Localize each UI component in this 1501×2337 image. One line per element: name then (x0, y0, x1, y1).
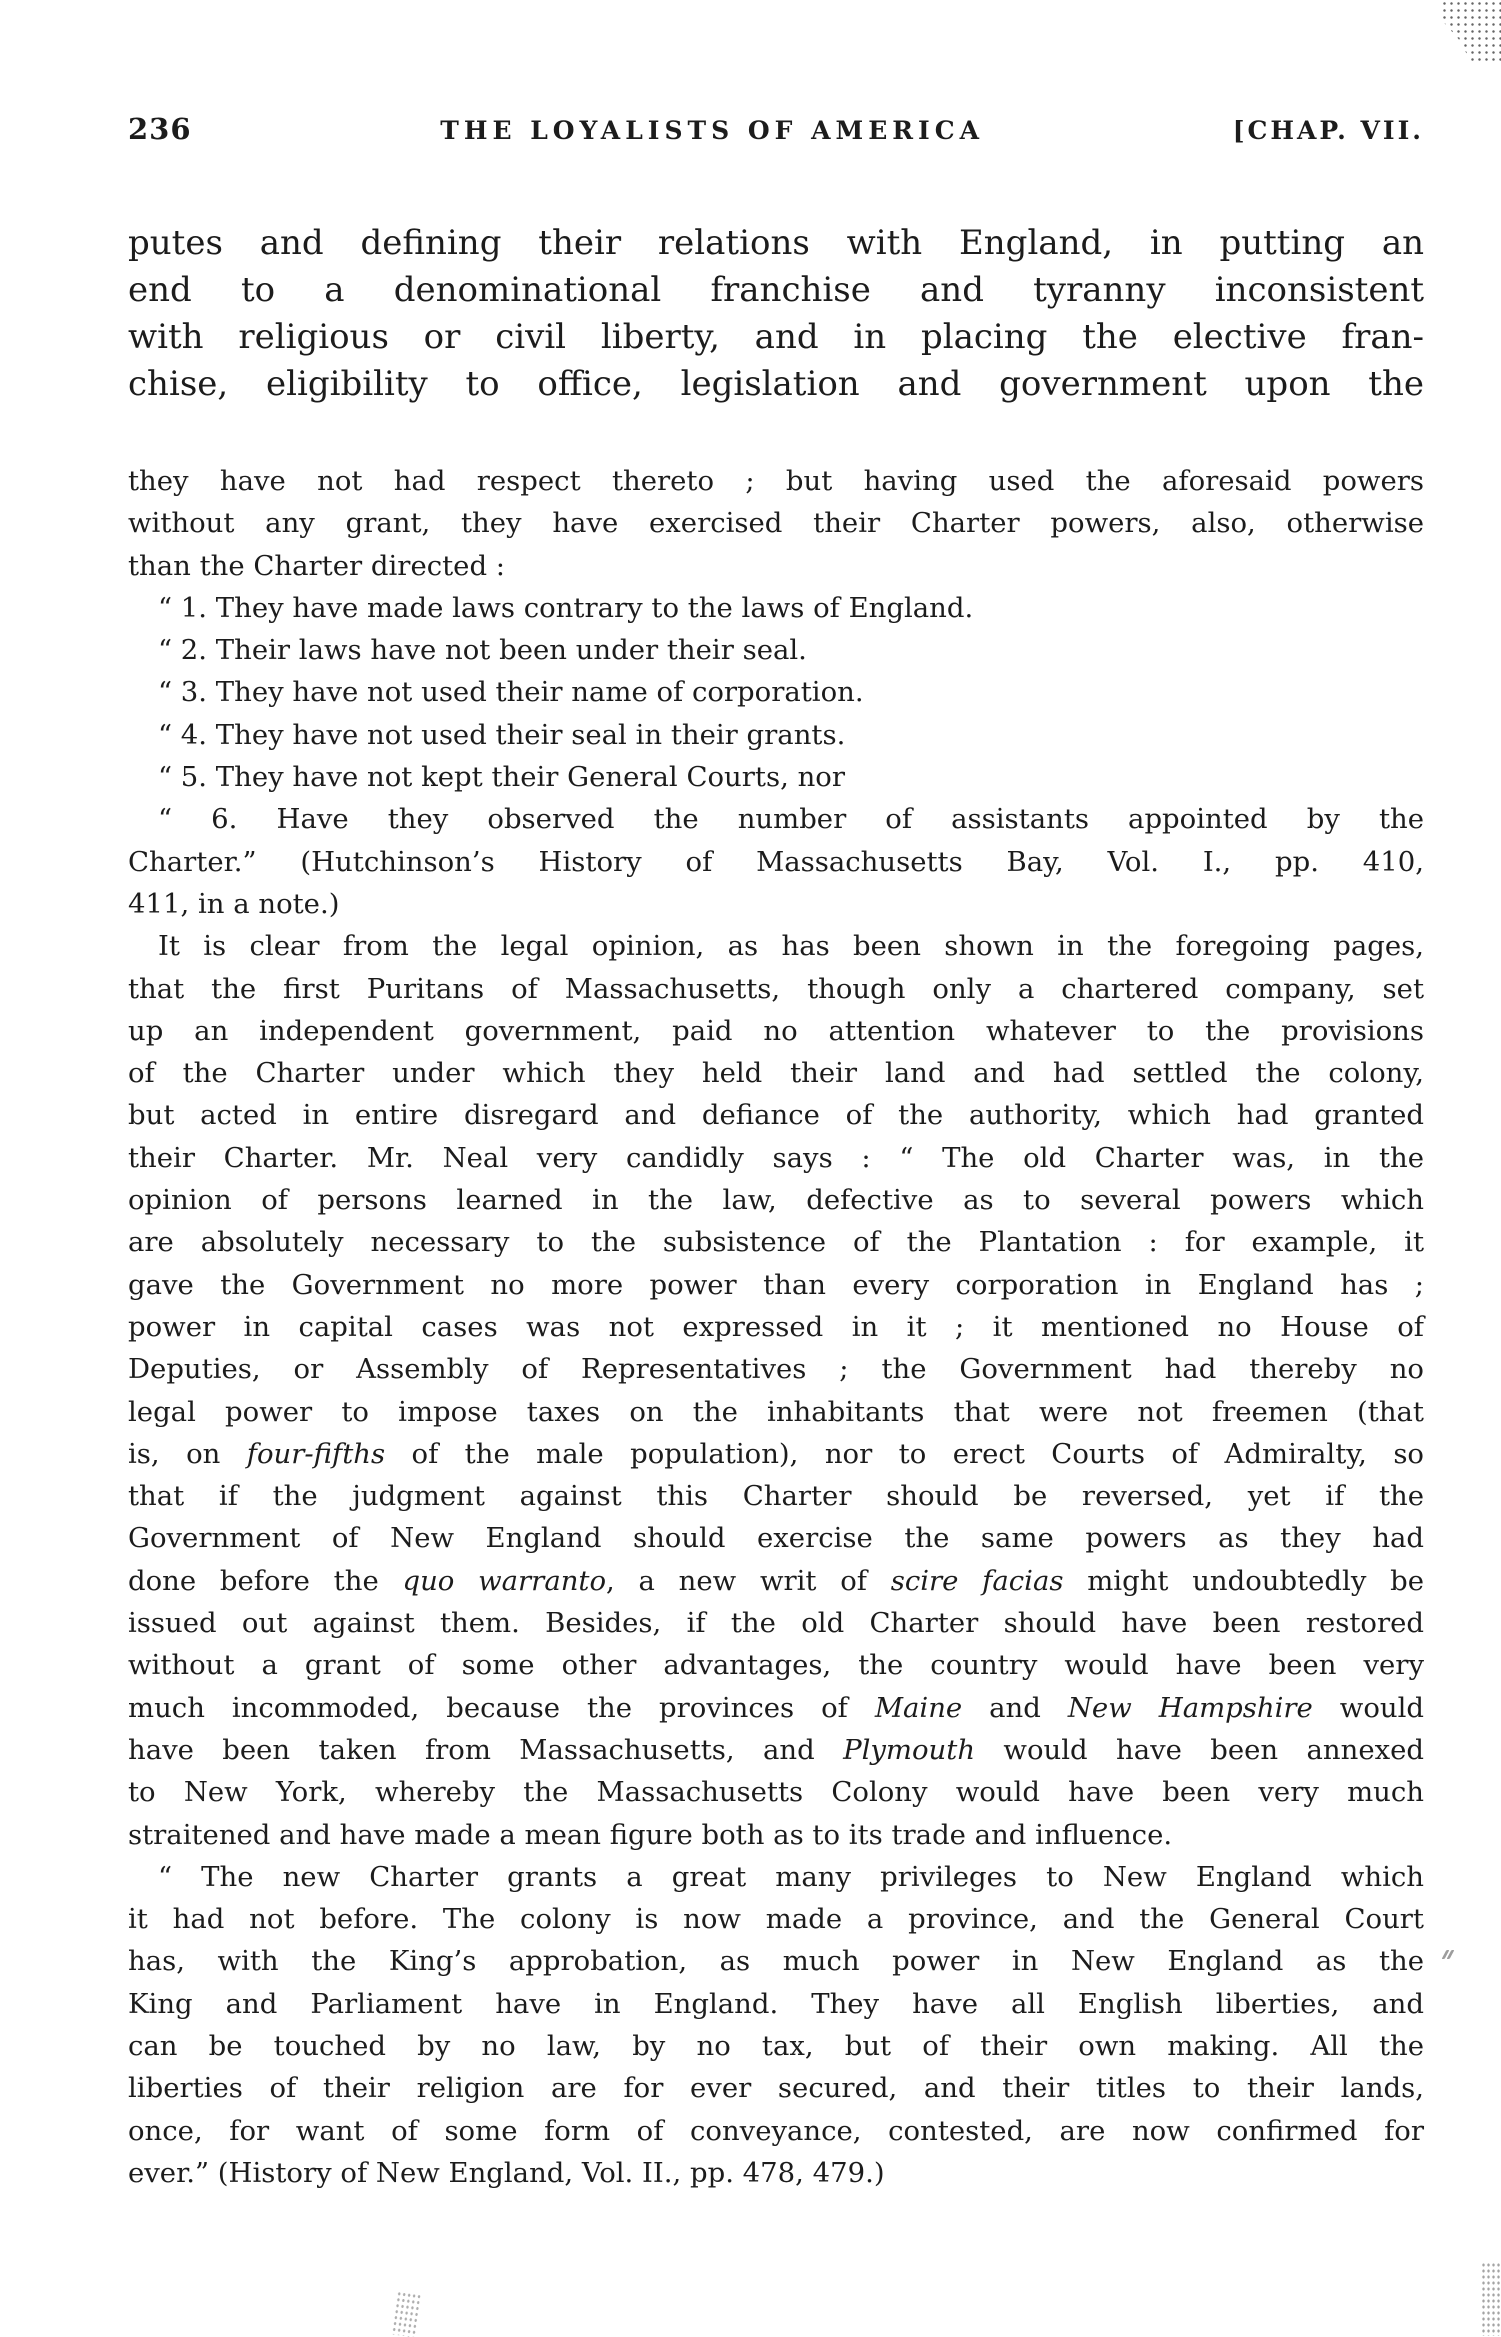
text-line: without any grant, they have exercised their Charter powers, also, otherwise (128, 507, 1424, 540)
text-line: end to a denominational franchise and tyranny inconsistent (128, 270, 1424, 310)
text-line: without a grant of some other advantages, the country would have been very (128, 1649, 1424, 1682)
text-line: but acted in entire disregard and defiance of the authority, which had granted (128, 1099, 1424, 1132)
text-line: to New York, whereby the Massachusetts Colony would have been very much (128, 1776, 1424, 1809)
text-line: gave the Government no more power than every corporation in England has ; (128, 1268, 1424, 1301)
text-line: “ 3. They have not used their name of corporation. (158, 676, 864, 709)
main-text (128, 220, 1424, 408)
page-header (128, 112, 1424, 146)
footnote-text (128, 460, 1424, 2194)
text-line: their Charter. Mr. Neal very candidly says : “ The old Charter was, in the (128, 1141, 1424, 1174)
text-line: “ 5. They have not kept their General Courts, nor (158, 761, 845, 794)
text-line: putes and defining their relations with England, in putting an (128, 223, 1424, 263)
text-line: “ 1. They have made laws contrary to the laws of England. (158, 591, 974, 624)
text-line: “ 6. Have they observed the number of assistants appointed by the (158, 803, 1424, 836)
text-line: done before the quo warranto, a new writ of scire facias might undoubtedly be (128, 1564, 1424, 1597)
text-line: “ The new Charter grants a great many privileges to New England which (158, 1860, 1424, 1893)
text-line: power in capital cases was not expressed in it ; it mentioned no House of (128, 1310, 1424, 1343)
text-line: with religious or civil liberty, and in placing the elective fran- (128, 317, 1424, 357)
text-line: “ 4. They have not used their seal in their grants. (158, 718, 846, 751)
text-line: Government of New England should exercise the same powers as they had (128, 1522, 1424, 1555)
text-line: straitened and have made a mean figure both as to its trade and influence. (128, 1818, 1173, 1851)
text-line: liberties of their religion are for ever secured, and their titles to their lands, (128, 2072, 1424, 2105)
text-line: 411, in a note.) (128, 887, 340, 920)
text-line: chise, eligibility to office, legislation and government upon the (128, 364, 1424, 404)
text-line: King and Parliament have in England. They have all English liberties, and (128, 1987, 1424, 2020)
text-line: that if the judgment against this Charter should be reversed, yet if the (128, 1480, 1424, 1513)
text-line: are absolutely necessary to the subsistence of the Plantation : for example, it (128, 1226, 1424, 1259)
text-line: opinion of persons learned in the law, defective as to several powers which (128, 1184, 1424, 1217)
text-line: than the Charter directed : (128, 549, 506, 582)
text-line: much incommoded, because the provinces of Maine and New Hampshire would (128, 1691, 1424, 1724)
text-line: of the Charter under which they held their land and had settled the colony, (128, 1057, 1424, 1090)
text-line: up an independent government, paid no attention whatever to the provisions (128, 1014, 1424, 1047)
scan-smudge-top-right (1441, 0, 1501, 64)
running-title: THE LOYALISTS OF AMERICA (440, 116, 985, 145)
text-line: have been taken from Massachusetts, and Plymouth would have been annexed (128, 1733, 1424, 1766)
text-line: they have not had respect thereto ; but having used the aforesaid powers (128, 465, 1424, 497)
text-line: It is clear from the legal opinion, as has been shown in the foregoing pages, (158, 930, 1424, 963)
text-line: can be touched by no law, by no tax, but of their own making. All the (128, 2029, 1424, 2062)
text-line: it had not before. The colony is now made a province, and the General Court (128, 1903, 1424, 1936)
text-line: that the first Puritans of Massachusetts, though only a chartered company, set (128, 972, 1424, 1005)
text-line: once, for want of some form of conveyance, contested, are now confirmed for (128, 2114, 1424, 2147)
text-line: Charter.” (Hutchinson’s History of Massachusetts Bay, Vol. I., pp. 410, (128, 845, 1424, 878)
scan-ink-speck (1444, 1950, 1454, 1962)
text-line: issued out against them. Besides, if the old Charter should have been restored (128, 1607, 1424, 1640)
scan-smudge-bottom-right (1481, 2262, 1501, 2336)
text-line: “ 2. Their laws have not been under their seal. (158, 634, 807, 667)
text-line: ever.” (History of New England, Vol. II., pp. 478, 479.) (128, 2156, 885, 2189)
text-line: Deputies, or Assembly of Representatives ; the Government had thereby no (128, 1353, 1424, 1386)
text-line: is, on four-fifths of the male population), nor to erect Courts of Admiralty, so (128, 1437, 1424, 1470)
page-number: 236 (128, 112, 192, 146)
scan-smudge-bottom-left (391, 2291, 421, 2337)
text-line: legal power to impose taxes on the inhabitants that were not freemen (that (128, 1395, 1424, 1428)
chapter-heading: [CHAP. VII. (1232, 116, 1424, 145)
text-line: has, with the King’s approbation, as much power in New England as the (128, 1945, 1424, 1978)
